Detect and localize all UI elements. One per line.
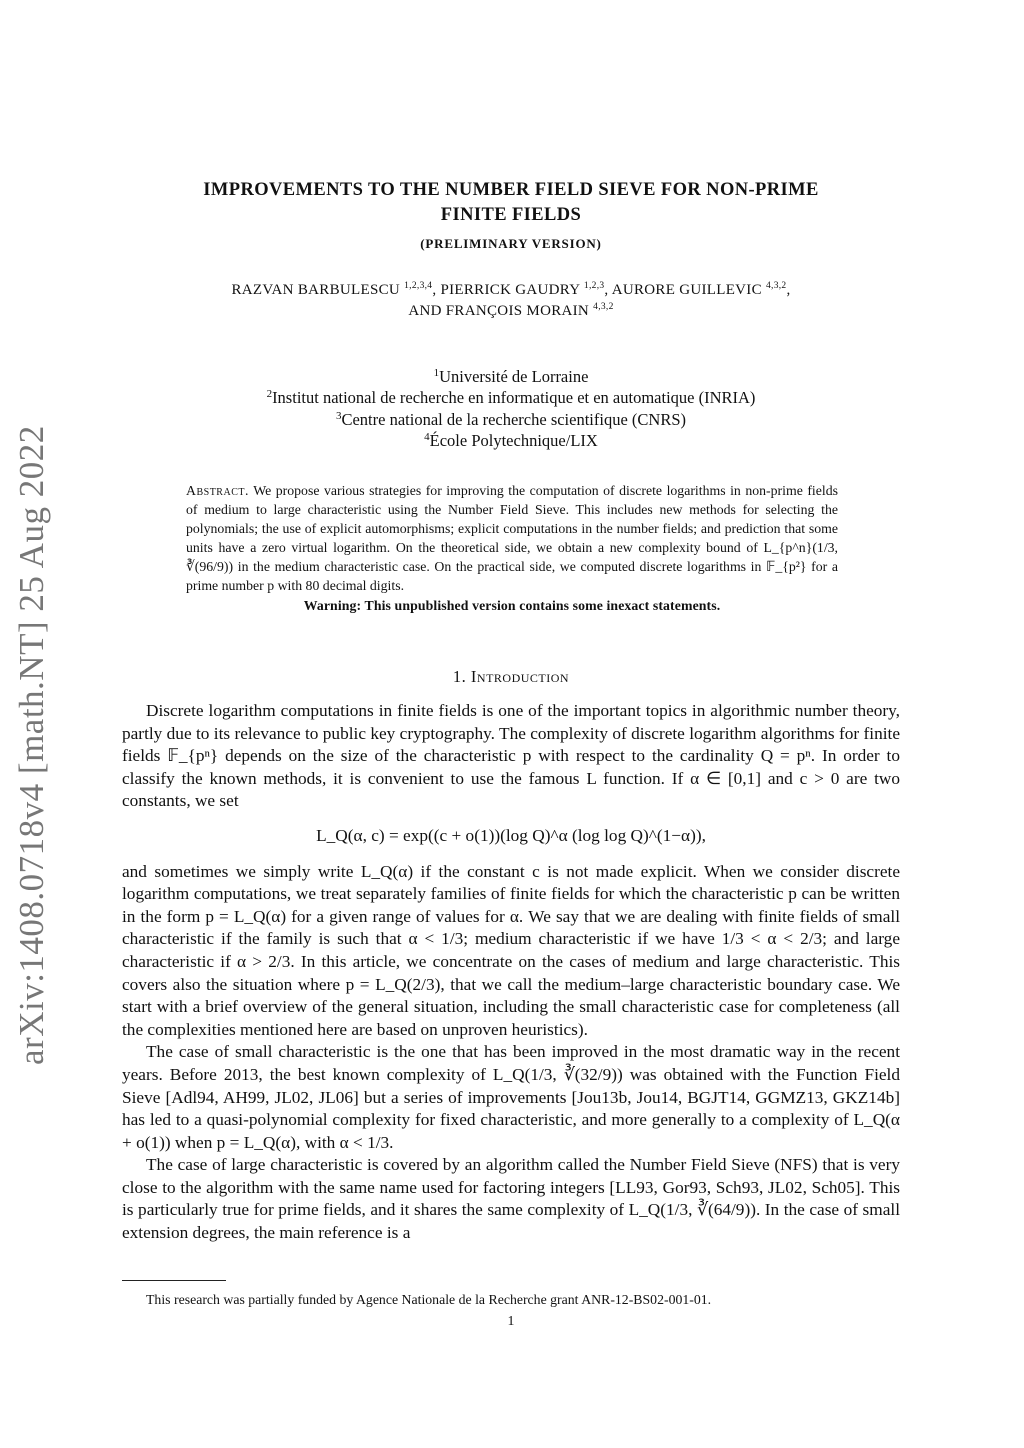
author-name: AND FRANÇOIS MORAIN xyxy=(408,303,590,319)
arxiv-side-stamp: arXiv:1408.0718v4 [math.NT] 25 Aug 2022 xyxy=(12,425,51,1065)
equation-lq: L_Q(α, c) = exp((c + o(1))(log Q)^α (log log Q)^(1−α)), xyxy=(316,825,706,845)
author-list: RAZVAN BARBULESCU $^{1,2,3,4}$, PIERRICK GAUDRY $^{1,2,3}$, AURORE GUILLEVIC $^{4,3,2}$, AND FRANÇOIS MORAIN $^{4,3,2}$ xyxy=(231,281,791,319)
author-affiliation-marks: 4,3,2 xyxy=(765,281,787,291)
page-number: 1 xyxy=(507,1313,515,1328)
footnote: This research was partially funded by Agence Nationale de la Recherche grant ANR-12-BS02-001-01. xyxy=(146,1292,712,1307)
affiliation: $^4$École Polytechnique/LIX xyxy=(424,431,598,451)
complexity-formula: L_{p^n}(1/3, ∛(96/9)) xyxy=(186,540,838,574)
section-heading xyxy=(122,667,900,687)
footnote-rule xyxy=(122,1280,226,1281)
author-affiliation-marks: 4,3,2 xyxy=(593,302,614,312)
paragraph: The case of large characteristic is covered by an algorithm called the Number Field Sieve (NFS) that is very close to the algorithm with the same name used for factoring integers [LL93, Gor93, Sch93, JL02, Sch05]. This is particularly true for prime fields, and it shares the same complexity of L_Q(1/3, ∛(64/9)). In the case of small extension degrees, the main reference is a xyxy=(122,1155,900,1243)
section-title: Introduction xyxy=(470,667,570,686)
abstract-body: Abstract. We propose various strategies for improving the computation of discrete logarithms in non-prime fields of medium to large characteristic using the Number Field Sieve. This includes new methods for selecting the polynomials; the use of explicit automorphisms; explicit computations in the number fields; and prediction that some units have a zero virtual logarithm. On the theoretical side, we obtain a new complexity bound of L_{p^n}(1/3, ∛(96/9)) in the medium characteristic case. On the practical side, we computed discrete logarithms in 𝔽_{p²} for a prime number p with 80 decimal digits. xyxy=(186,483,838,593)
author-affiliation-marks: 1,2,3,4 xyxy=(404,281,433,291)
affiliation: $^2$Institut national de recherche en informatique et en automatique (INRIA) xyxy=(266,388,756,408)
paragraph: and sometimes we simply write L_Q(α) if the constant c is not made explicit. When we consider discrete logarithm computations, we treat separately families of finite fields for which the characteristic p can be written in the form p = L_Q(α) for a given range of values for α. We say that we are dealing with finite fields of small characteristic if the family is such that α < 1/3; medium characteristic if we have 1/3 < α < 2/3; and large characteristic if α > 2/3. In this article, we concentrate on the cases of medium and large characteristic. This covers also the situation where p = L_Q(2/3), that we call the medium–large characteristic boundary case. We start with a brief overview of the general situation, including the small characteristic case for completeness (all the complexities mentioned here are based on unproven heuristics). xyxy=(122,861,900,1039)
paragraph: Discrete logarithm computations in finite fields is one of the important topics in algorithmic number theory, partly due to its relevance to public key cryptography. The complexity of discrete logarithm algorithms for finite fields 𝔽_{pⁿ} depends on the size of the characteristic p with respect to the cardinality Q = pⁿ. In order to classify the known methods, it is convenient to use the famous L function. If α ∈ [0,1] and c > 0 are two constants, we set xyxy=(122,701,900,811)
paragraph: The case of small characteristic is the one that has been improved in the most dramatic way in the recent years. Before 2013, the best known complexity of L_Q(1/3, ∛(32/9)) was obtained with the Function Field Sieve [Adl94, AH99, JL02, JL06] but a series of improvements [Jou13b, Jou14, BGJT14, GGMZ13, GKZ14b] has led to a quasi-polynomial complexity for fixed characteristic, and more generally to a complexity of L_Q(α + o(1)) when p = L_Q(α), with α < 1/3. xyxy=(122,1042,900,1152)
section-number: 1. xyxy=(452,667,467,686)
warning-note: Warning: This unpublished version contains some inexact statements. xyxy=(303,598,721,613)
author-name: RAZVAN BARBULESCU xyxy=(231,282,401,298)
affiliation-list xyxy=(122,366,900,452)
affiliation: $^1$Université de Lorraine xyxy=(433,367,589,386)
introduction-body xyxy=(122,700,900,1245)
title-subtitle: (PRELIMINARY VERSION) xyxy=(420,236,602,251)
author-affiliation-marks: 1,2,3 xyxy=(583,281,605,291)
abstract-label: Abstract. xyxy=(186,483,249,498)
paper-title xyxy=(122,178,900,256)
author-name: PIERRICK GAUDRY xyxy=(440,282,580,298)
title-line-1: IMPROVEMENTS TO THE NUMBER FIELD SIEVE FOR NON-PRIME xyxy=(203,180,819,200)
title-line-2: FINITE FIELDS xyxy=(440,205,582,225)
field-symbol: 𝔽_{p²} xyxy=(766,559,807,574)
abstract xyxy=(186,481,838,615)
author-name: AURORE GUILLEVIC xyxy=(611,282,762,298)
affiliation: $^3$Centre national de la recherche scientifique (CNRS) xyxy=(335,409,687,429)
